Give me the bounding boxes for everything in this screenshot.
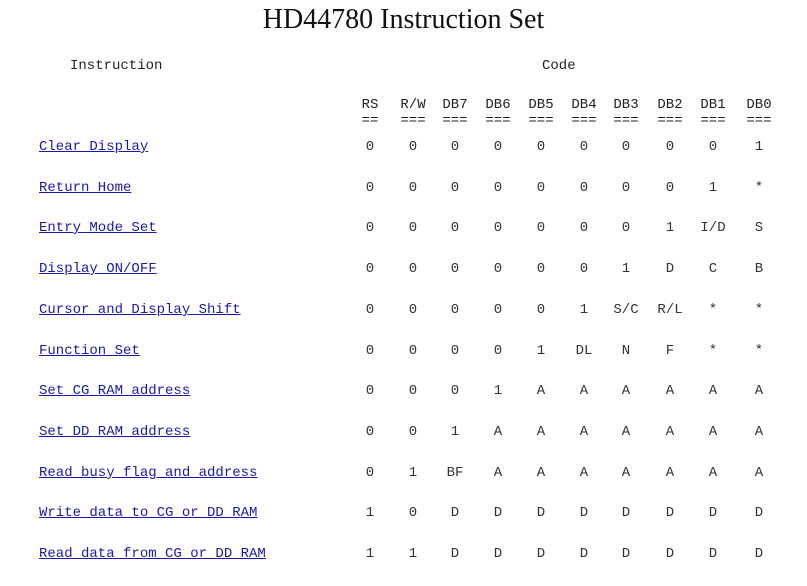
table-row [0,261,807,301]
column-header-rule: === [613,113,639,129]
column-header-db3 [604,97,648,129]
bit-cell: A [579,383,589,399]
bit-cell: D [754,505,764,521]
column-header-label: DB7 [442,97,468,113]
column-header-rule: === [442,113,468,129]
instruction-link[interactable]: Display ON/OFF [39,261,157,277]
bit-cell: A [665,383,675,399]
bit-cell: D [665,505,675,521]
bit-cell: A [665,424,675,440]
bit-cell: F [665,343,675,359]
column-header-label: DB6 [485,97,511,113]
bit-cell: 0 [665,180,675,196]
bit-cell: 0 [408,261,418,277]
bit-cell: 1 [754,139,764,155]
bit-cell: 0 [493,220,503,236]
bit-cell: 0 [493,343,503,359]
column-header-label: DB4 [571,97,597,113]
bit-cell: 0 [408,302,418,318]
bit-cell: 0 [493,139,503,155]
bit-cell: 0 [408,180,418,196]
bit-cell: A [621,424,631,440]
bit-cell: 1 [579,302,589,318]
bit-cell: 0 [365,180,375,196]
bit-cell: 0 [365,383,375,399]
bit-cell: C [708,261,718,277]
bit-cell: 1 [708,180,718,196]
bit-cell: D [708,505,718,521]
bit-cell: 0 [365,220,375,236]
bit-cell: 0 [408,343,418,359]
bit-cell: A [536,465,546,481]
column-header-rule: === [746,113,772,129]
bit-cell: 1 [365,546,375,562]
bit-cell: 0 [365,139,375,155]
bit-cell: S/C [613,302,639,318]
bit-cell: 0 [408,383,418,399]
column-header-label: DB1 [700,97,726,113]
bit-cell: A [579,465,589,481]
bit-cell: D [493,505,503,521]
bit-cell: A [754,424,764,440]
column-header-rule: == [361,113,379,129]
bit-cell: A [493,424,503,440]
bit-cell: D [665,546,675,562]
instruction-link[interactable]: Read data from CG or DD RAM [39,546,266,562]
bit-cell: 1 [365,505,375,521]
bit-cell: 1 [536,343,546,359]
bit-cell: * [708,343,718,359]
bit-cell: 1 [621,261,631,277]
instruction-link[interactable]: Read busy flag and address [39,465,258,481]
table-row [0,180,807,220]
bit-cell: 0 [536,302,546,318]
bit-cell: 0 [450,383,460,399]
bit-cell: 0 [365,465,375,481]
column-header-r-w [391,97,435,129]
bit-cell: * [754,343,764,359]
bit-cell: 0 [493,180,503,196]
bit-cell: A [536,383,546,399]
bit-cell: D [754,546,764,562]
bit-cell: A [621,465,631,481]
bit-cell: A [708,465,718,481]
table-row [0,383,807,423]
column-header-db5 [519,97,563,129]
bit-cell: 1 [493,383,503,399]
bit-cell: 0 [365,302,375,318]
bit-cell: 0 [621,180,631,196]
bit-cell: 0 [365,343,375,359]
bit-cell: DL [575,343,593,359]
bit-cell: B [754,261,764,277]
bit-cell: * [708,302,718,318]
bit-cell: 0 [621,220,631,236]
column-header-rule: === [485,113,511,129]
bit-cell: 0 [493,261,503,277]
bit-cell: 0 [365,261,375,277]
bit-cell: S [754,220,764,236]
column-header-label: DB5 [528,97,554,113]
column-header-label: DB2 [657,97,683,113]
bit-cell: A [754,465,764,481]
column-header-label: RS [361,97,379,113]
column-header-rs [348,97,392,129]
bit-cell: 0 [450,261,460,277]
bit-cell: A [708,383,718,399]
bit-cell: 1 [665,220,675,236]
bit-cell: 0 [365,424,375,440]
bit-cell: A [579,424,589,440]
bit-cell: 0 [536,180,546,196]
bit-cell: D [536,546,546,562]
bit-cell: A [536,424,546,440]
bit-cell: D [450,505,460,521]
table-row [0,546,807,586]
bit-cell: 0 [408,139,418,155]
column-header-db1 [691,97,735,129]
code-column-header: Code [542,58,576,74]
bit-cell: 0 [493,302,503,318]
column-header-label: DB3 [613,97,639,113]
bit-cell: 0 [536,220,546,236]
bit-cell: 0 [450,180,460,196]
bit-cell: 0 [450,139,460,155]
table-row [0,505,807,545]
instruction-link[interactable]: Cursor and Display Shift [39,302,241,318]
bit-cell: I/D [700,220,726,236]
bit-cell: A [621,383,631,399]
table-row [0,139,807,179]
column-header-label: DB0 [746,97,772,113]
instruction-link[interactable]: Clear Display [39,139,149,155]
column-header-db7 [433,97,477,129]
column-header-label: R/W [400,97,426,113]
bit-cell: A [708,424,718,440]
bit-cell: * [754,180,764,196]
column-header-rule: === [657,113,683,129]
bit-cell: D [579,505,589,521]
bit-cell: D [450,546,460,562]
bit-cell: 0 [579,261,589,277]
bit-cell: 0 [621,139,631,155]
instruction-link[interactable]: Set CG RAM address [39,383,191,399]
column-header-rule: === [571,113,597,129]
bit-cell: 1 [408,546,418,562]
bit-cell: N [621,343,631,359]
bit-cell: 1 [450,424,460,440]
bit-cell: 0 [536,261,546,277]
bit-cell: * [754,302,764,318]
bit-cell: 0 [450,302,460,318]
bit-cell: D [621,546,631,562]
bit-cell: D [536,505,546,521]
bit-cell: 0 [579,180,589,196]
bit-cell: BF [446,465,464,481]
bit-cell: D [665,261,675,277]
instruction-link[interactable]: Set DD RAM address [39,424,191,440]
column-header-rule: === [400,113,426,129]
column-header-rule: === [700,113,726,129]
bit-cell: 0 [450,343,460,359]
table-row [0,424,807,464]
column-header-db2 [648,97,692,129]
page-title: HD44780 Instruction Set [262,4,545,35]
bit-cell: D [708,546,718,562]
column-header-rule: === [528,113,554,129]
instruction-link[interactable]: Entry Mode Set [39,220,157,236]
bit-cell: 1 [408,465,418,481]
bit-cell: 0 [665,139,675,155]
column-header-db4 [562,97,606,129]
table-row [0,302,807,342]
bit-cell: A [493,465,503,481]
table-row [0,465,807,505]
table-row [0,343,807,383]
instruction-link[interactable]: Write data to CG or DD RAM [39,505,258,521]
instruction-column-header: Instruction [70,58,163,74]
bit-cell: D [621,505,631,521]
bit-cell: 0 [450,220,460,236]
instruction-link[interactable]: Return Home [39,180,132,196]
bit-cell: D [579,546,589,562]
bit-cell: 0 [579,139,589,155]
bit-cell: A [754,383,764,399]
column-header-db0 [737,97,781,129]
column-header-db6 [476,97,520,129]
bit-cell: R/L [657,302,683,318]
bit-cell: 0 [536,139,546,155]
instruction-link[interactable]: Function Set [39,343,140,359]
bit-cell: 0 [408,424,418,440]
bit-cell: 0 [579,220,589,236]
bit-cell: A [665,465,675,481]
bit-cell: 0 [408,220,418,236]
bit-cell: D [493,546,503,562]
bit-cell: 0 [408,505,418,521]
table-row [0,220,807,260]
bit-cell: 0 [708,139,718,155]
